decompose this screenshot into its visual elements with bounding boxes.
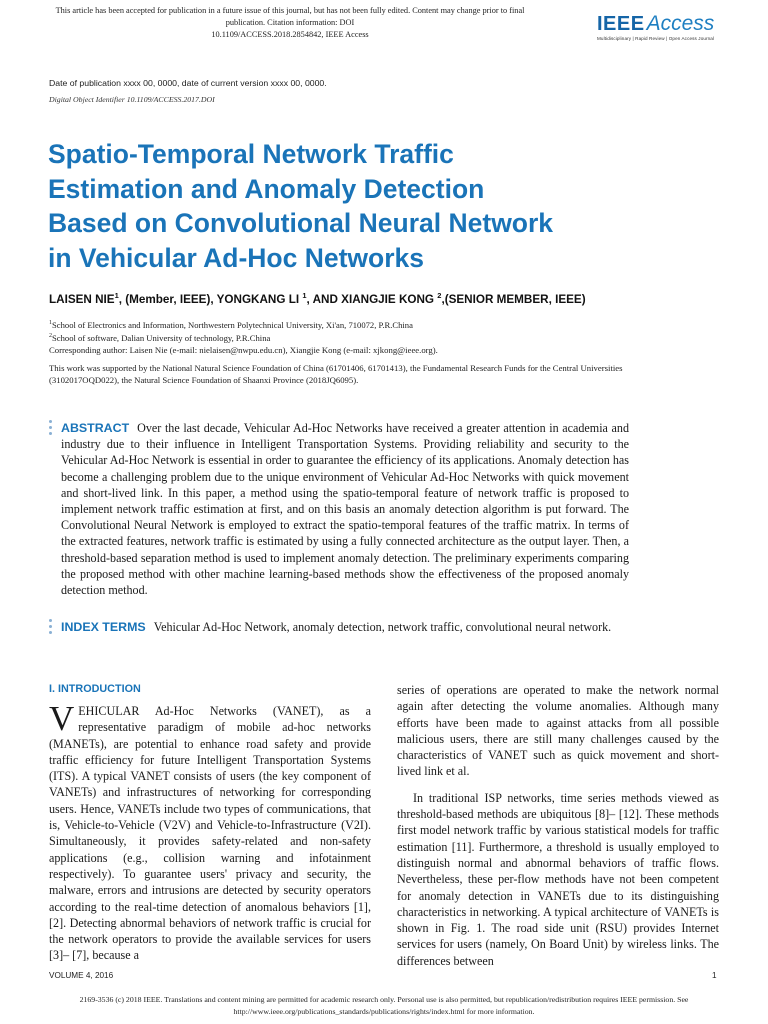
affiliation-sup: 1 — [49, 320, 52, 326]
section-heading: I. INTRODUCTION — [49, 683, 141, 695]
affiliation — [49, 318, 413, 331]
author-name: YONGKANG LI — [216, 292, 303, 306]
copyright-line: 2169-3536 (c) 2018 IEEE. Translations and content mining are permitted for academic research only. Personal use is also permitted, but republication/redistribution requires IEEE permission. See — [79, 995, 689, 1004]
title-line: Spatio-Temporal Network Traffic — [48, 139, 454, 169]
doi-line: Digital Object Identifier 10.1109/ACCESS.2017.DOI — [49, 95, 215, 104]
logo-name: Access — [646, 12, 715, 35]
left-column — [49, 699, 371, 964]
top-notice-line2: 10.1109/ACCESS.2018.2854842, IEEE Access — [211, 30, 369, 39]
author-role: ,(SENIOR MEMBER, IEEE) — [441, 292, 586, 306]
copyright-line: http://www.ieee.org/publications_standards/publications/rights/index.html for more information. — [233, 1007, 535, 1016]
ieee-access-logo — [597, 12, 722, 41]
right-column — [397, 682, 719, 969]
corresponding-author: Corresponding author: Laisen Nie (e-mail: nielaisen@nwpu.edu.cn), Xiangjie Kong (e-mail: xjkong@ieee.org). — [49, 345, 438, 355]
author-role: , AND — [306, 292, 342, 306]
abstract-marker — [49, 420, 53, 438]
affiliation-sup: 2 — [49, 333, 52, 340]
index-terms-heading: INDEX TERMS — [61, 620, 146, 634]
funding-note: This work was supported by the National Natural Science Foundation of China (61701406, 61701413), the Fundamental Research Funds for the Central Universities (3102017OQD022), the Natural Science Foundation of Shaanxi Province (2018JQ6095). — [49, 363, 623, 385]
logo-brand: IEEE — [597, 13, 645, 35]
author-sup: 1 — [302, 291, 307, 300]
author-name: XIANGJIE KONG — [341, 292, 438, 306]
page-number: 1 — [712, 971, 717, 980]
title-line: Based on Convolutional Neural Network — [48, 208, 554, 238]
index-terms — [61, 619, 629, 635]
title-line: Estimation and Anomaly Detection — [48, 173, 485, 204]
abstract-heading: ABSTRACT — [61, 421, 130, 435]
author-sup: 2 — [437, 291, 442, 300]
index-terms-marker — [49, 619, 53, 637]
top-notice — [40, 5, 540, 41]
logo-tagline: Multidisciplinary | Rapid Review | Open Access Journal — [597, 36, 715, 41]
drop-cap: V — [49, 699, 75, 738]
author-list — [49, 288, 649, 308]
copyright-footer — [10, 994, 758, 1018]
volume-label: VOLUME 4, 2016 — [49, 971, 114, 980]
intro-paragraph: In traditional ISP networks, time series methods viewed as threshold-based methods are ubiquitous [8]– [12]. These methods first model network traffic by various statistical models for traffic estimation [11]. Furthermore, a threshold is usually employed to distinguish normal and abnormal behaviors of traffic flows. Nevertheless, these per-flow methods have not been competent for anomaly detection in VANETs due to its distinguishing characteristics in networking. A typical architecture of VANETs is shown in Fig. 1. The road side unit (RSU) provides Internet services for users (namely, On Board Unit) by wireless links. The differences between — [397, 790, 719, 968]
abstract — [61, 420, 629, 598]
affiliation-text: School of Electronics and Information, Northwestern Polytechnical University, Xi'an, 710072, P.R.China — [52, 319, 413, 330]
intro-paragraph: series of operations are operated to make the network normal again after detecting the volume anomalies. Although many efforts have been made to against attacks from all possible malicious users, there are still many challenges caused by the characteristics of VANET such as quick movement and short-lived link et al. — [397, 683, 719, 779]
affiliation-text: School of software, Dalian University of technology, P.R.China — [52, 333, 271, 344]
abstract-text: Over the last decade, Vehicular Ad-Hoc Networks have received a greater attention in academia and industry due to their influence in Intelligent Transportation Systems. Providing reliability and security to the Vehicular Ad-Hoc Network is essential in order to guarantee the efficiency of its applications. Anomaly detection has become a challenging problem due to the unique environment of Vehicular Ad-Hoc Networks with quick movement and short-lived link. In this paper, a method using the spatio-temporal feature of network traffic is proposed to implement network traffic estimation at first, and on this basis an anomaly detection algorithm is put forward. The Convolutional Neural Network is employed to extract the spatio-temporal features of the traffic matrix. In terms of the extracted features, network traffic is estimated by using a fully connected architecture as the output layer. Then, a threshold-based separation method is used to implement anomaly detection. The preliminary experiments comparing the proposed method with other machine learning-based methods show the effectiveness of the proposed anomaly detection method. — [61, 421, 629, 598]
author-role: , (Member, IEEE), — [118, 292, 217, 306]
affiliations — [49, 318, 413, 345]
paper-title — [48, 137, 648, 275]
affiliation — [49, 331, 413, 344]
author-name: LAISEN NIE — [49, 292, 115, 306]
title-line: in Vehicular Ad-Hoc Networks — [48, 242, 424, 273]
top-notice-line1: This article has been accepted for publication in a future issue of this journal, but has not been fully edited. Content may change prior to final publication. Citation information: DOI — [55, 6, 525, 27]
publication-date: Date of publication xxxx 00, 0000, date of current version xxxx 00, 0000. — [49, 78, 327, 88]
index-terms-text: Vehicular Ad-Hoc Network, anomaly detection, network traffic, convolutional neural network. — [153, 620, 612, 634]
author-sup: 1 — [114, 291, 119, 300]
intro-paragraph: EHICULAR Ad-Hoc Networks (VANET), as a representative paradigm of mobile ad-hoc networks (MANETs), are potential to enhance road safety and provide traffic efficiency for future Intelligent Transportation Systems (ITS). A typical VANET consists of users (the key component of VANETs) and infrastructures of networking for corresponding users. Hence, VANETs include two types of communications, that is, Vehicle-to-Vehicle (V2V) and Vehicle-to-Infrastructure (V2I). Simultaneously, it provides safety-related and non-safety applications (e.g., collision warning and infotainment respectively). To guarantee users' privacy and security, the malware, errors and intrusions are detected by security operators according to the real-time detection of anomalous behaviors [1], [2]. Detecting abnormal behaviors of network traffic is crucial for the network operators to provide the available services for users [3]– [7], because a — [49, 704, 371, 963]
